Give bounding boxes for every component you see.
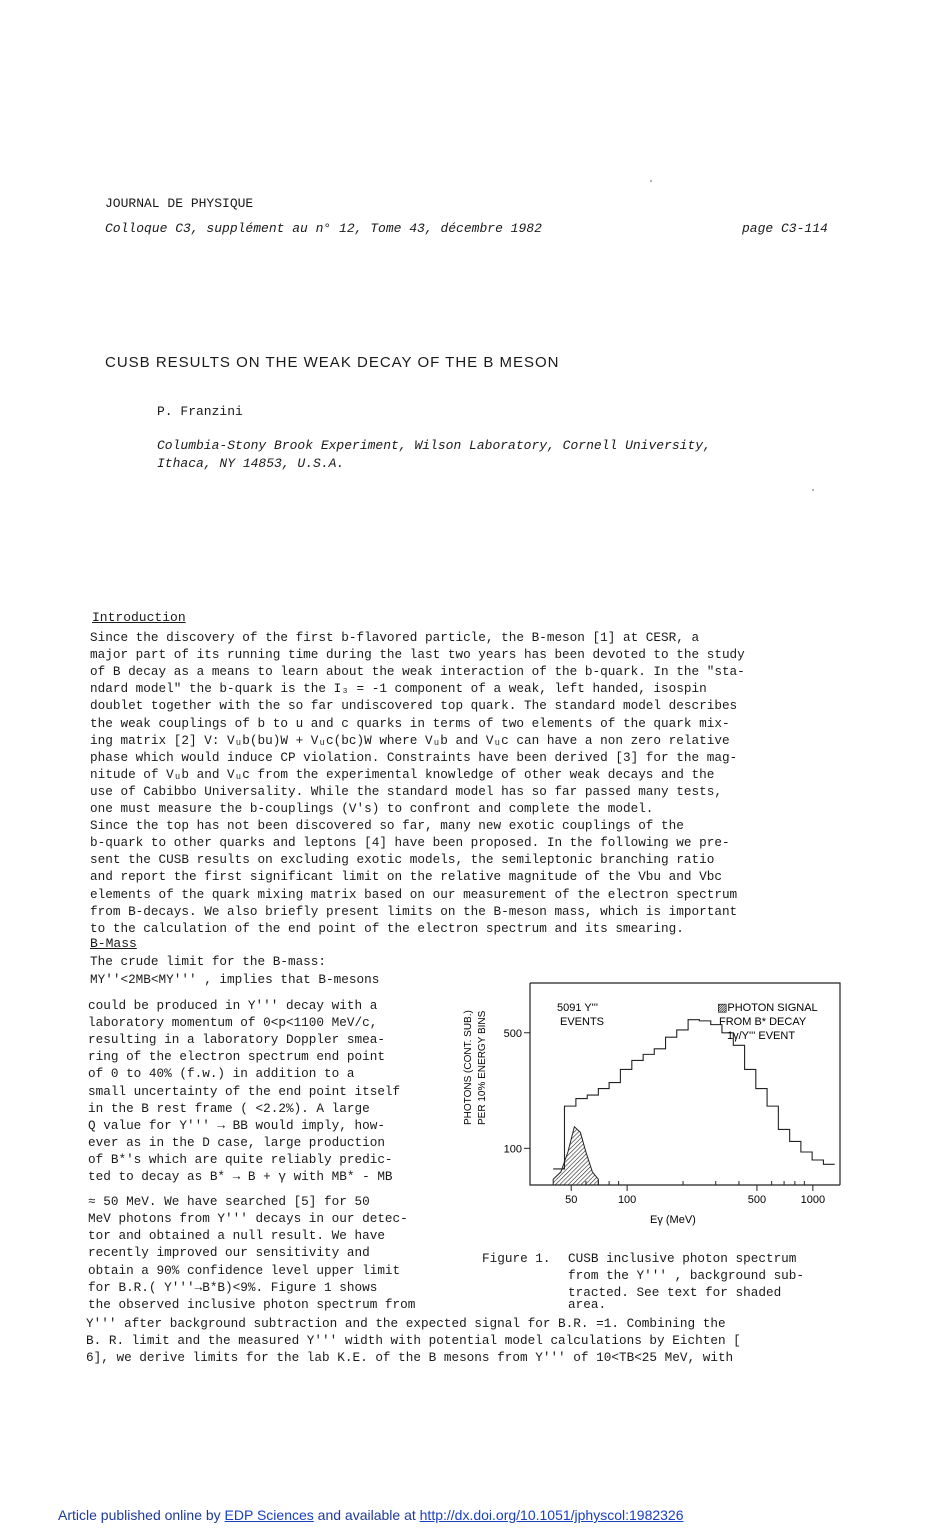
bmass-line: obtain a 90% confidence level upper limit bbox=[88, 1262, 401, 1278]
bmass-line: ≈ 50 MeV. We have searched [5] for 50 bbox=[88, 1194, 370, 1210]
intro-line: major part of its running time during the last two years has been devoted to the study bbox=[90, 647, 745, 663]
legend-line-1: ▨PHOTON SIGNAL bbox=[717, 1002, 818, 1014]
affiliation-line-2: Ithaca, NY 14853, U.S.A. bbox=[157, 456, 345, 471]
bmass-line: of 0 to 40% (f.w.) in addition to a bbox=[88, 1066, 355, 1082]
bmass-cont-line: Υ''' after background subtraction and the expected signal for B.R. =1. Combining the bbox=[86, 1316, 726, 1331]
intro-line: phase which would induce CP violation. Constraints have been derived [3] for the mag- bbox=[90, 749, 738, 765]
author: P. Franzini bbox=[157, 404, 243, 419]
colloque-line: Colloque C3, supplément au n° 12, Tome 43, décembre 1982 bbox=[105, 221, 542, 236]
intro-line: b-quark to other quarks and leptons [4] have been proposed. In the following we pre- bbox=[90, 835, 730, 851]
bmass-line: of B*'s which are quite reliably predic- bbox=[88, 1151, 393, 1167]
bmass-line: MeV photons from Υ''' decays in our detec- bbox=[88, 1211, 408, 1227]
events-count: 5091 Υ''' bbox=[557, 1002, 598, 1014]
footer-mid: and available at bbox=[313, 1507, 420, 1523]
bmass-line: could be produced in Υ''' decay with a bbox=[88, 998, 378, 1013]
x-tick-label: 1000 bbox=[800, 1194, 826, 1206]
legend-line-3: 1γ/Υ''' EVENT bbox=[727, 1030, 796, 1042]
intro-line: doublet together with the so far undiscovered top quark. The standard model describes bbox=[90, 698, 738, 714]
paper-title: CUSB RESULTS ON THE WEAK DECAY OF THE B MESON bbox=[105, 354, 560, 371]
x-axis-label: Eγ (MeV) bbox=[650, 1214, 696, 1226]
signal-shaded-area bbox=[553, 1127, 598, 1185]
bmass-line: Q value for Υ''' → BB would imply, how- bbox=[88, 1117, 385, 1133]
bmass-line: tor and obtained a null result. We have bbox=[88, 1228, 385, 1244]
bmass-line: resulting in a laboratory Doppler smea- bbox=[88, 1032, 385, 1048]
intro-heading: Introduction bbox=[92, 610, 186, 625]
intro-line: elements of the quark mixing matrix based on our measurement of the electron spectrum bbox=[90, 886, 738, 902]
y-axis-label-1: PHOTONS (CONT. SUB.) bbox=[463, 1010, 474, 1125]
x-tick-label: 100 bbox=[617, 1194, 637, 1206]
bmass-line: recently improved our sensitivity and bbox=[88, 1245, 370, 1261]
bmass-line: the observed inclusive photon spectrum from bbox=[88, 1296, 416, 1312]
x-tick-label: 50 bbox=[565, 1194, 578, 1206]
bmass-line: ever as in the D case, large production bbox=[88, 1134, 385, 1150]
intro-line: ndard model" the b-quark is the I₃ = -1 component of a weak, left handed, isospin bbox=[90, 681, 707, 697]
bmass-line: ted to decay as B* → B + γ with MB* - MB bbox=[88, 1169, 393, 1184]
journal-name: JOURNAL DE PHYSIQUE bbox=[105, 196, 254, 211]
bmass-line: small uncertainty of the end point itself bbox=[88, 1083, 401, 1099]
bmass-line: laboratory momentum of 0<p<1100 MeV/c, bbox=[88, 1015, 378, 1031]
scan-speck bbox=[812, 489, 814, 491]
figure-caption-label: Figure 1. bbox=[482, 1251, 551, 1266]
scan-speck bbox=[650, 180, 652, 182]
y-axis-label-2: PER 10% ENERGY BINS bbox=[477, 1010, 488, 1125]
bmass-line: ring of the electron spectrum end point bbox=[88, 1049, 385, 1065]
legend-line-2: FROM B* DECAY bbox=[719, 1016, 807, 1028]
bmass-line: The crude limit for the B-mass: bbox=[90, 954, 327, 969]
doi-link[interactable]: http://dx.doi.org/10.1051/jphyscol:1982326 bbox=[419, 1507, 684, 1523]
bmass-cont-line: 6], we derive limits for the lab K.E. of the B mesons from Υ''' of 10<TB<25 MeV, with bbox=[86, 1350, 734, 1365]
intro-line: ing matrix [2] V: Vᵤb(bu)W + Vᵤc(bc)W where Vᵤb and Vᵤc can have a non zero relative bbox=[90, 732, 730, 748]
events-label: EVENTS bbox=[560, 1016, 605, 1028]
y-tick-label: 500 bbox=[503, 1027, 522, 1040]
intro-line: one must measure the b-couplings (V's) to confront and complete the model. bbox=[90, 801, 654, 816]
y-tick-label: 100 bbox=[503, 1143, 522, 1156]
edp-sciences-link[interactable]: EDP Sciences bbox=[224, 1507, 314, 1523]
bmass-line: MΥ''<2MB<MΥ''' , implies that B-mesons bbox=[90, 972, 380, 987]
intro-line: Since the top has not been discovered so far, many new exotic couplings of the bbox=[90, 818, 684, 834]
intro-line: nitude of Vᵤb and Vᵤc from the experimental knowledge of other weak decays and the bbox=[90, 766, 715, 782]
bmass-cont-line: B. R. limit and the measured Υ''' width with potential model calculations by Eichten [ bbox=[86, 1333, 741, 1348]
footer-prefix: Article published online by bbox=[58, 1507, 225, 1523]
footer bbox=[58, 1507, 684, 1523]
intro-line: sent the CUSB results on excluding exotic models, the semileptonic branching ratio bbox=[90, 852, 715, 868]
intro-line: the weak couplings of b to u and c quarks in terms of two elements of the quark mix- bbox=[90, 715, 730, 731]
affiliation-line-1: Columbia-Stony Brook Experiment, Wilson Laboratory, Cornell University, bbox=[157, 438, 711, 453]
figure-caption-line-2: from the Υ''' , background sub- bbox=[568, 1268, 805, 1283]
x-tick-label: 500 bbox=[747, 1194, 767, 1206]
intro-line: to the calculation of the end point of the electron spectrum and its smearing. bbox=[90, 920, 684, 936]
figure-caption-line-1: CUSB inclusive photon spectrum bbox=[568, 1251, 797, 1266]
intro-line: use of Cabibbo Universality. While the standard model has so far passed many tests, bbox=[90, 783, 722, 799]
intro-line: of B decay as a means to learn about the weak interaction of the b-quark. In the "sta- bbox=[90, 664, 745, 680]
bmass-line: in the B rest frame ( <2.2%). A large bbox=[88, 1100, 370, 1116]
intro-line: Since the discovery of the first b-flavored particle, the B-meson [1] at CESR, a bbox=[90, 630, 700, 645]
intro-line: from B-decays. We also briefly present limits on the B-meson mass, which is important bbox=[90, 903, 738, 919]
page-number: page C3-114 bbox=[742, 221, 828, 236]
bmass-heading: B-Mass bbox=[90, 936, 137, 951]
figure-caption-line-4: area. bbox=[568, 1297, 607, 1312]
intro-line: and report the first significant limit on the relative magnitude of the Vbu and Vbc bbox=[90, 869, 722, 885]
figure-1-chart bbox=[455, 975, 850, 1235]
bmass-line: for B.R.( Υ'''→B*B)<9%. Figure 1 shows bbox=[88, 1279, 378, 1295]
spectrum-histogram bbox=[553, 1020, 834, 1169]
figure-caption-line-3: tracted. See text for shaded bbox=[568, 1285, 782, 1300]
